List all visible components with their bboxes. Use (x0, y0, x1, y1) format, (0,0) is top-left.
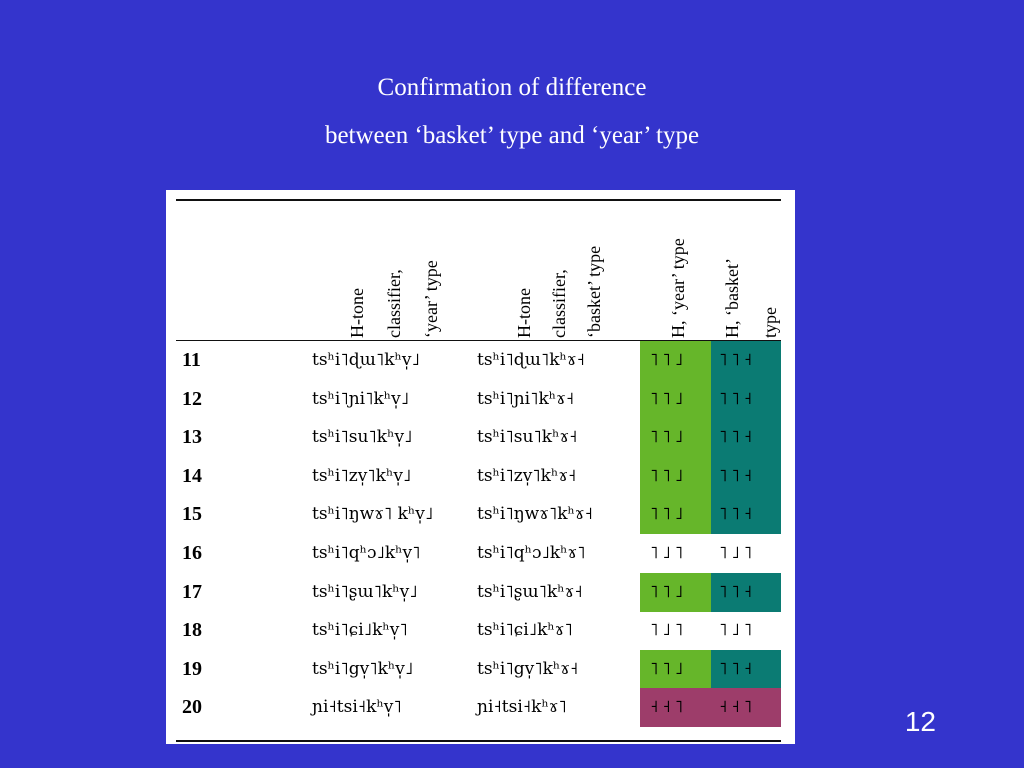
h-year-tone: ˥˥˩ (650, 427, 688, 448)
basket-type-form: tsʰi˥su˥kʰɤ˧ (477, 427, 578, 448)
h-basket-tone: ˥˥˧ (719, 350, 757, 370)
h-basket-tone: ˥˩˥ (719, 620, 757, 641)
year-type-form: tsʰi˥ɖɯ˥kʰv̩˩ (312, 350, 420, 370)
basket-type-form: tsʰi˥gv̩˥kʰɤ˧ (477, 658, 579, 679)
row-number: 11 (182, 349, 201, 371)
column-header-2-line-1: H-tone (514, 288, 534, 338)
basket-type-form: tsʰi˥ɕi˩kʰɤ˥ (477, 620, 573, 641)
h-year-tone: ˥˥˩ (650, 388, 688, 409)
table-bottom-rule (176, 740, 781, 742)
row-number: 14 (182, 464, 202, 487)
basket-type-form: tsʰi˥ŋwɤ˥kʰɤ˧ (477, 504, 593, 525)
column-header-1-line-3: ‘year’ type (421, 260, 441, 338)
h-year-tone: ˥˩˥ (650, 543, 688, 563)
h-year-tone: ˥˥˩ (650, 465, 688, 486)
basket-type-form: tsʰi˥zv̩˥kʰɤ˧ (477, 465, 577, 486)
year-type-form: tsʰi˥ŋwɤ˥ kʰv̩˩ (312, 504, 434, 525)
column-header-1-line-1: H-tone (347, 288, 367, 338)
column-header-4-line-1: H, ‘basket’ (722, 258, 742, 338)
column-header-2-line-2: classifier, (549, 269, 569, 338)
year-type-form: tsʰi˥qʰɔ˩kʰv̩˥ (312, 543, 421, 563)
basket-type-form: ɲi˧tsi˧kʰɤ˥ (477, 697, 567, 718)
column-header-1-line-2: classifier, (384, 269, 404, 338)
year-type-form: tsʰi˥ɲi˥kʰv̩˩ (312, 388, 410, 409)
year-type-form: ɲi˧tsi˧kʰv̩˥ (312, 697, 402, 718)
tone-comparison-table (166, 190, 795, 744)
column-header-4-line-2: type (760, 307, 780, 338)
slide-title-line-2: between ‘basket’ type and ‘year’ type (324, 122, 700, 149)
slide-number: 12 (904, 706, 936, 737)
basket-type-form: tsʰi˥ɖɯ˥kʰɤ˧ (477, 350, 585, 370)
row-number: 13 (182, 426, 202, 449)
row-number: 15 (182, 503, 202, 526)
row-number: 18 (182, 619, 202, 642)
h-basket-tone: ˧˧˥ (719, 697, 757, 718)
h-year-tone: ˧˧˥ (650, 697, 688, 718)
h-basket-tone: ˥˥˧ (719, 427, 757, 448)
year-type-form: tsʰi˥zv̩˥kʰv̩˩ (312, 465, 412, 486)
h-basket-tone: ˥˥˧ (719, 504, 757, 525)
row-number: 16 (182, 542, 202, 564)
column-header-2-line-3: ‘basket’ type (584, 245, 604, 338)
h-basket-tone: ˥˩˥ (719, 543, 757, 563)
h-basket-tone: ˥˥˧ (719, 465, 757, 486)
h-basket-tone: ˥˥˧ (719, 581, 757, 602)
h-year-tone: ˥˥˩ (650, 350, 688, 370)
h-year-tone: ˥˥˩ (650, 658, 688, 679)
slide-title-line-1: Confirmation of difference (377, 74, 647, 101)
year-type-form: tsʰi˥ɕi˩kʰv̩˥ (312, 620, 408, 641)
year-type-form: tsʰi˥su˥kʰv̩˩ (312, 427, 413, 448)
h-year-tone: ˥˥˩ (650, 581, 688, 602)
h-basket-tone: ˥˥˧ (719, 388, 757, 409)
row-number: 17 (182, 580, 202, 603)
basket-type-form: tsʰi˥ʂɯ˥kʰɤ˧ (477, 581, 583, 602)
column-header-3-line-1: H, ‘year’ type (668, 238, 688, 338)
row-number: 20 (182, 696, 202, 719)
year-type-form: tsʰi˥ʂɯ˥kʰv̩˩ (312, 581, 418, 602)
basket-type-form: tsʰi˥ɲi˥kʰɤ˧ (477, 388, 575, 409)
h-year-tone: ˥˥˩ (650, 504, 688, 525)
row-number: 12 (182, 387, 202, 410)
h-basket-tone: ˥˥˧ (719, 658, 757, 679)
row-number: 19 (182, 657, 202, 680)
h-year-tone: ˥˩˥ (650, 620, 688, 641)
basket-type-form: tsʰi˥qʰɔ˩kʰɤ˥ (477, 543, 586, 563)
table-top-rule (176, 199, 781, 201)
year-type-form: tsʰi˥gv̩˥kʰv̩˩ (312, 658, 414, 679)
